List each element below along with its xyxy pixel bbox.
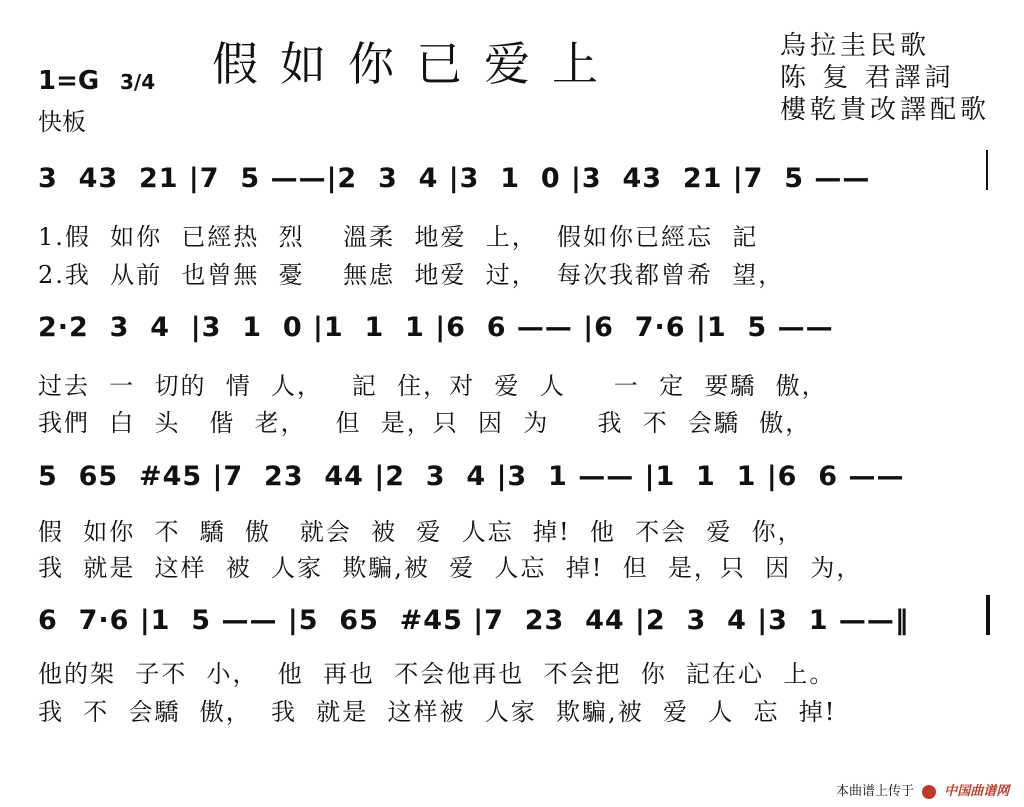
lyrics-row-2-verse-1: 过去 一 切的 情 人， 記 住，对 爱 人 一 定 要驕 傲， <box>38 372 828 400</box>
lyrics-row-2-verse-2: 我們 白 头 偕 老， 但 是，只 因 为 我 不 会驕 傲， <box>38 409 812 437</box>
footer-text: 本曲谱上传于 <box>836 784 915 799</box>
song-title: 假如你已爱上 <box>212 37 620 91</box>
credit-translator: 陈 复 君譯詞 <box>780 63 955 93</box>
lyrics-row-4-verse-2: 我 不 会驕 傲， 我 就是 这样被 人家 欺騙,被 爱 人 忘 掉! <box>38 698 837 726</box>
notes-row-2: 2·2 3 4 |3 1 0 |1 1 1 |6 6 —— |6 7·6 |1 5 —— <box>38 312 834 343</box>
notes-row-1: 3 43 21 |7 5 ——|2 3 4 |3 1 0 |3 43 21 |7 5 —— <box>38 163 871 194</box>
end-barline <box>986 595 990 635</box>
key-signature: 1=G <box>38 66 100 96</box>
credits <box>780 30 990 126</box>
notes-row-3: 5 65 #45 |7 23 44 |2 3 4 |3 1 —— |1 1 1 |6 6 —— <box>38 461 905 492</box>
notes-row-4: 6 7·6 |1 5 —— |5 65 #45 |7 23 44 |2 3 4 |3 1 ——‖ <box>38 605 910 636</box>
lyrics-row-1-verse-1: 1.假 如你 已經热 烈 溫柔 地爱 上， 假如你已經忘 記 <box>38 223 759 251</box>
time-signature: 3/4 <box>120 70 156 94</box>
credit-arranger: 樓乾貴改譯配歌 <box>780 95 991 125</box>
credit-origin: 烏拉圭民歌 <box>780 31 931 61</box>
site-logo-icon <box>922 785 936 799</box>
tempo-marking: 快板 <box>38 108 86 136</box>
row-1-barline-end <box>986 150 988 190</box>
lyrics-row-3-verse-2: 我 就是 这样 被 人家 欺騙,被 爱 人忘 掉! 但 是，只 因 为， <box>38 554 863 582</box>
site-logo-text: 中国曲谱网 <box>944 784 1010 799</box>
lyrics-row-3-verse-1: 假 如你 不 驕 傲 就会 被 爱 人忘 掉! 他 不会 爱 你， <box>38 518 804 546</box>
footer <box>836 780 1009 799</box>
lyrics-row-4-verse-1: 他的架 子不 小， 他 再也 不会他再也 不会把 你 記在心 上。 <box>38 660 836 688</box>
lyrics-row-1-verse-2: 2.我 从前 也曾無 憂 無虑 地爱 过， 每次我都曾希 望， <box>38 261 785 289</box>
